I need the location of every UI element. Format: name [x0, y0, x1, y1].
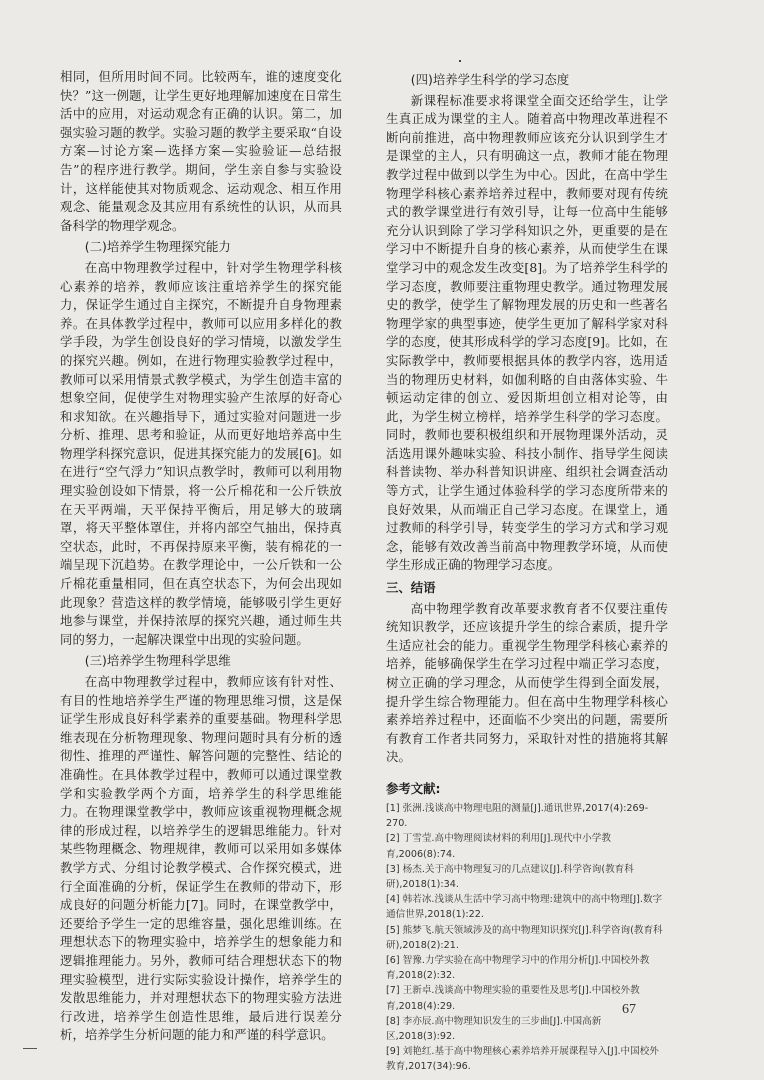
reference-item: [7] 王新卓.浅谈高中物理实验的重要性及思考[J].中国校外教育,2018(4):29.	[386, 985, 640, 1012]
reference-item: [6] 智豫.力学实验在高中物理学习中的作用分析[J].中国校外教育,2018(2):32.	[386, 955, 650, 982]
paragraph-thinking: 在高中物理教学过程中，教师应该有针对性、有目的性地培养学生严谨的物理思维习惯，这是保证学生形成良好科学素养的重要基础。物理科学思维表现在分析物理现象、物理问题时具有分析的透彻性、推理的严谨性、解答问题的完整性、结论的准确性。在具体教学过程中，教师可以通过课堂教学和实验教学两个方面，培养学生的科学思维能力。在物理课堂教学中，教师应该重视物理概念规律的形成过程，以培养学生的逻辑思维能力。针对某些物理概念、物理规律，教师可以采用如多媒体教学方式、分组讨论教学模式、合作探究模式，进行全面准确的分析，保证学生在教师的带动下，形成良好的问题分析能力[7]。同时，在课堂教学中，还要给予学生一定的思维容量，强化思维训练。在理想状态下的物理实验中，培养学生的想象能力和逻辑推理能力。另外，教师可结合理想状态下的物理实验模型，进行实际实验设计操作，培养学生的发散思维能力，并对理想状态下的物理实验方法进行改进，培养学生创造性思维，最后进行误差分析，培养学生分析问题的能力和严谨的科学意识。	[60, 674, 342, 1043]
ink-speck	[459, 60, 461, 62]
right-column	[386, 68, 668, 1075]
references-list	[386, 801, 668, 1075]
left-column	[60, 68, 342, 1045]
paragraph-attitude: 新课程标准要求将课堂全面交还给学生，让学生真正成为课堂的主人。随着高中物理改革进程不断向前推进，高中物理教师应该充分认识到学生才是课堂的主人，只有明确这一点，教师才能在物理教学过程中做到以学生为中心。因此，在高中学生物理学科核心素养培养过程中，教师要对现有传统式的教学课堂进行有效引导，让每一位高中生能够充分认识到除了学习学科知识之外，更重要的是在学习中不断提升自身的核心素养，从而使学生在课堂学习中的观念发生改变[8]。为了培养学生科学的学习态度，教师要注重物理史教学。通过物理发展史的教学，使学生了解物理发展的历史和一些著名物理学家的典型事迹，使学生更加了解科学家对科学的态度，使其形成科学的学习态度[9]。比如，在实际教学中，教师要根据具体的教学内容，选用适当的物理历史材料，如伽利略的自由落体实验、牛顿运动定律的创立、爱因斯坦创立相对论等，由此，为学生树立榜样，培养学生科学的学习态度。同时，教师也要积极组织和开展物理课外活动，灵活选用课外趣味实验、科技小制作、指导学生阅读科普读物、举办科普知识讲座、组织社会调查活动等方式，让学生通过体验科学的学习态度所带来的良好效果，从而端正自己学习态度。在课堂上，通过教师的科学引导，转变学生的学习方式和学习观念，能够有效改善当前高中物理教学环境，从而使学生形成正确的物理学习态度。	[386, 92, 668, 573]
paragraph-conclusion: 高中物理学教育改革要求教育者不仅要注重传统知识教学，还应该提升学生的综合素质，提升学生适应社会的能力。重视学生物理学科核心素养的培养，能够确保学生在学习过程中端正学习态度，树立正确的学习理念，从而使学生得到全面发展，提升学生综合物理能力。但在高中生物理学科核心素养培养过程中，还面临不少突出的问题，需要所有教育工作者共同努力，采取针对性的措施将其解决。	[386, 600, 668, 765]
paragraph-inquiry: 在高中物理教学过程中，针对学生物理学科核心素养的培养，教师应该注重培养学生的探究能力，保证学生通过自主探究，不断提升自身物理素养。在具体教学过程中，教师可以应用多样化的教学手段，为学生创设良好的学习情境，以激发学生的探究兴趣。例如，在进行物理实验教学过程中，教师可以采用情景式教学模式，为学生创造丰富的想象空间，促使学生对物理实验产生浓厚的好奇心和求知欲。在兴趣指导下，通过实验对问题进一步分析、推理、思考和验证，从而更好地培养高中生物理学科探究意识，促进其探究能力的发展[6]。如在进行“空气浮力”知识点教学时，教师可以利用物理实验创设如下情景，将一公斤棉花和一公斤铁放在天平两端，天平保持平衡后，用足够大的玻璃罩，将天平整体罩住，并将内部空气抽出，保持真空状态，此时，不再保持原来平衡，装有棉花的一端呈现下沉趋势。在教学理论中，一公斤铁和一公斤棉花重量相同，但在真空状态下，为何会出现如此现象？营造这样的教学情境，能够吸引学生更好地参与课堂，并保持浓厚的探究兴趣，通过师生共同的努力，一起解决课堂中出现的实验问题。	[60, 259, 342, 647]
reference-item: [5] 熊梦飞.航天领域涉及的高中物理知识探究[J].科学咨询(教育科研),2018(2):21.	[386, 924, 663, 951]
reference-item: [3] 杨杰.关于高中物理复习的几点建议[J].科学咨询(教育科研),2018(1):34.	[386, 863, 634, 890]
reference-item: [2] 丁雪莹.高中物理阅读材料的利用[J].现代中小学教育,2006(8):74.	[386, 833, 611, 860]
paragraph-continuation: 相同，但所用时间不同。比较两车，谁的速度变化快？”这一例题，让学生更好地理解加速度在日常生活中的应用，对运动观念有正确的认识。第二，加强实验习题的教学。实验习题的教学主要采取“自设方案—讨论方案—选择方案—实验验证—总结报告”的程序进行教学。期间，学生亲自参与实验设计，这样能使其对物质观念、运动观念、相互作用观念、能量观念及其应用有系统性的认识，从而具备科学的物理学观念。	[60, 69, 342, 233]
section-heading-thinking: (三)培养学生物理科学思维	[84, 653, 231, 669]
reference-item: [4] 韩若冰.浅谈从生活中学习高中物理:建筑中的高中物理[J].数字通信世界,2018(1):22.	[386, 894, 663, 921]
section-heading-attitude: (四)培养学生科学的学习态度	[410, 72, 570, 87]
reference-item: [8] 李亦辰.高中物理知识发生的三步曲[J].中国高新区,2018(3):92.	[386, 1015, 602, 1043]
reference-item: [9] 刘艳红.基于高中物理核心素养培养开展课程导入[J].中国校外教育,2017(34):96.	[386, 1046, 659, 1073]
reference-item: [1] 张洲.浅谈高中物理电阻的测量[J].通讯世界,2017(4):269-270.	[386, 802, 649, 830]
conclusion-heading: 三、结语	[386, 580, 436, 596]
page-number: 67	[622, 1002, 636, 1017]
references-heading: 参考文献:	[386, 780, 441, 796]
section-heading-inquiry: (二)培养学生物理探究能力	[84, 239, 231, 255]
scan-mark	[23, 1048, 37, 1049]
